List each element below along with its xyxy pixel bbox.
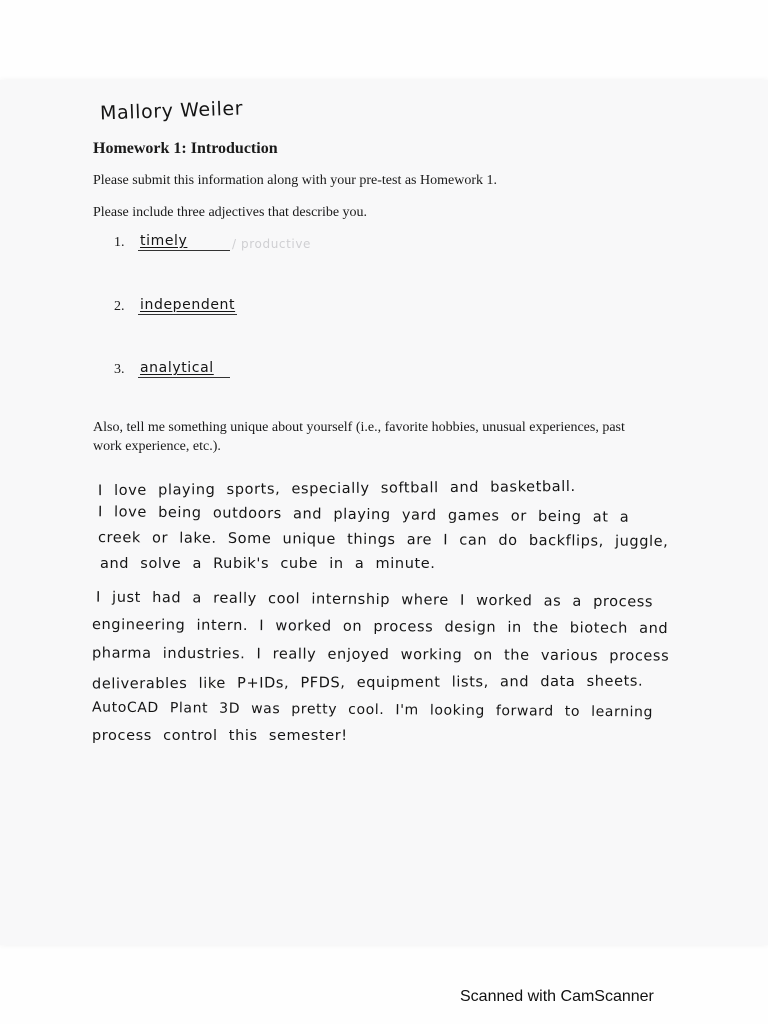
adjective-item-3 xyxy=(114,360,230,378)
adjective-value: timely xyxy=(138,233,230,251)
adjective-number: 3. xyxy=(114,362,125,377)
answer-line-7: pharma industries. I really enjoyed working on the various process xyxy=(91,645,670,665)
answer-line-6: engineering intern. I worked on process design in the biotech and xyxy=(91,616,669,638)
answer-line-4: and solve a Rubik's cube in a minute. xyxy=(100,556,436,572)
answer-line-10: process control this semester! xyxy=(92,728,348,744)
answer-line-9: AutoCAD Plant 3D was pretty cool. I'm looking forward to learning xyxy=(91,699,654,721)
adjective-value: independent xyxy=(140,297,236,313)
adjective-item-2 xyxy=(114,297,237,315)
adjective-item-1 xyxy=(114,233,311,251)
adjective-value: analytical xyxy=(138,360,230,378)
question-unique: Also, tell me something unique about yourself (i.e., favorite hobbies, unusual experiences, past work experience, etc.). xyxy=(93,420,625,454)
instruction-submit: Please submit this information along with your pre-test as Homework 1. xyxy=(93,173,497,188)
homework-title: Homework 1: Introduction xyxy=(93,140,278,157)
answer-line-5: I just had a really cool internship where I worked as a process xyxy=(95,589,654,611)
answer-line-1: I love playing sports, especially softball and basketball. xyxy=(97,478,576,500)
adjective-number: 2. xyxy=(114,299,125,314)
scanner-watermark: Scanned with CamScanner xyxy=(460,988,654,1005)
student-name: Mallory Weiler xyxy=(99,97,244,125)
answer-line-2: I love being outdoors and playing yard games or being at a xyxy=(97,504,630,526)
answer-line-8: deliverables like P+IDs, PFDS, equipment lists, and data sheets. xyxy=(91,673,644,693)
adjective-number: 1. xyxy=(114,235,125,250)
struck-out-word: / productive xyxy=(232,237,312,251)
answer-line-3: creek or lake. Some unique things are I can do backflips, juggle, xyxy=(97,530,669,550)
instruction-adjectives: Please include three adjectives that describe you. xyxy=(93,205,368,220)
